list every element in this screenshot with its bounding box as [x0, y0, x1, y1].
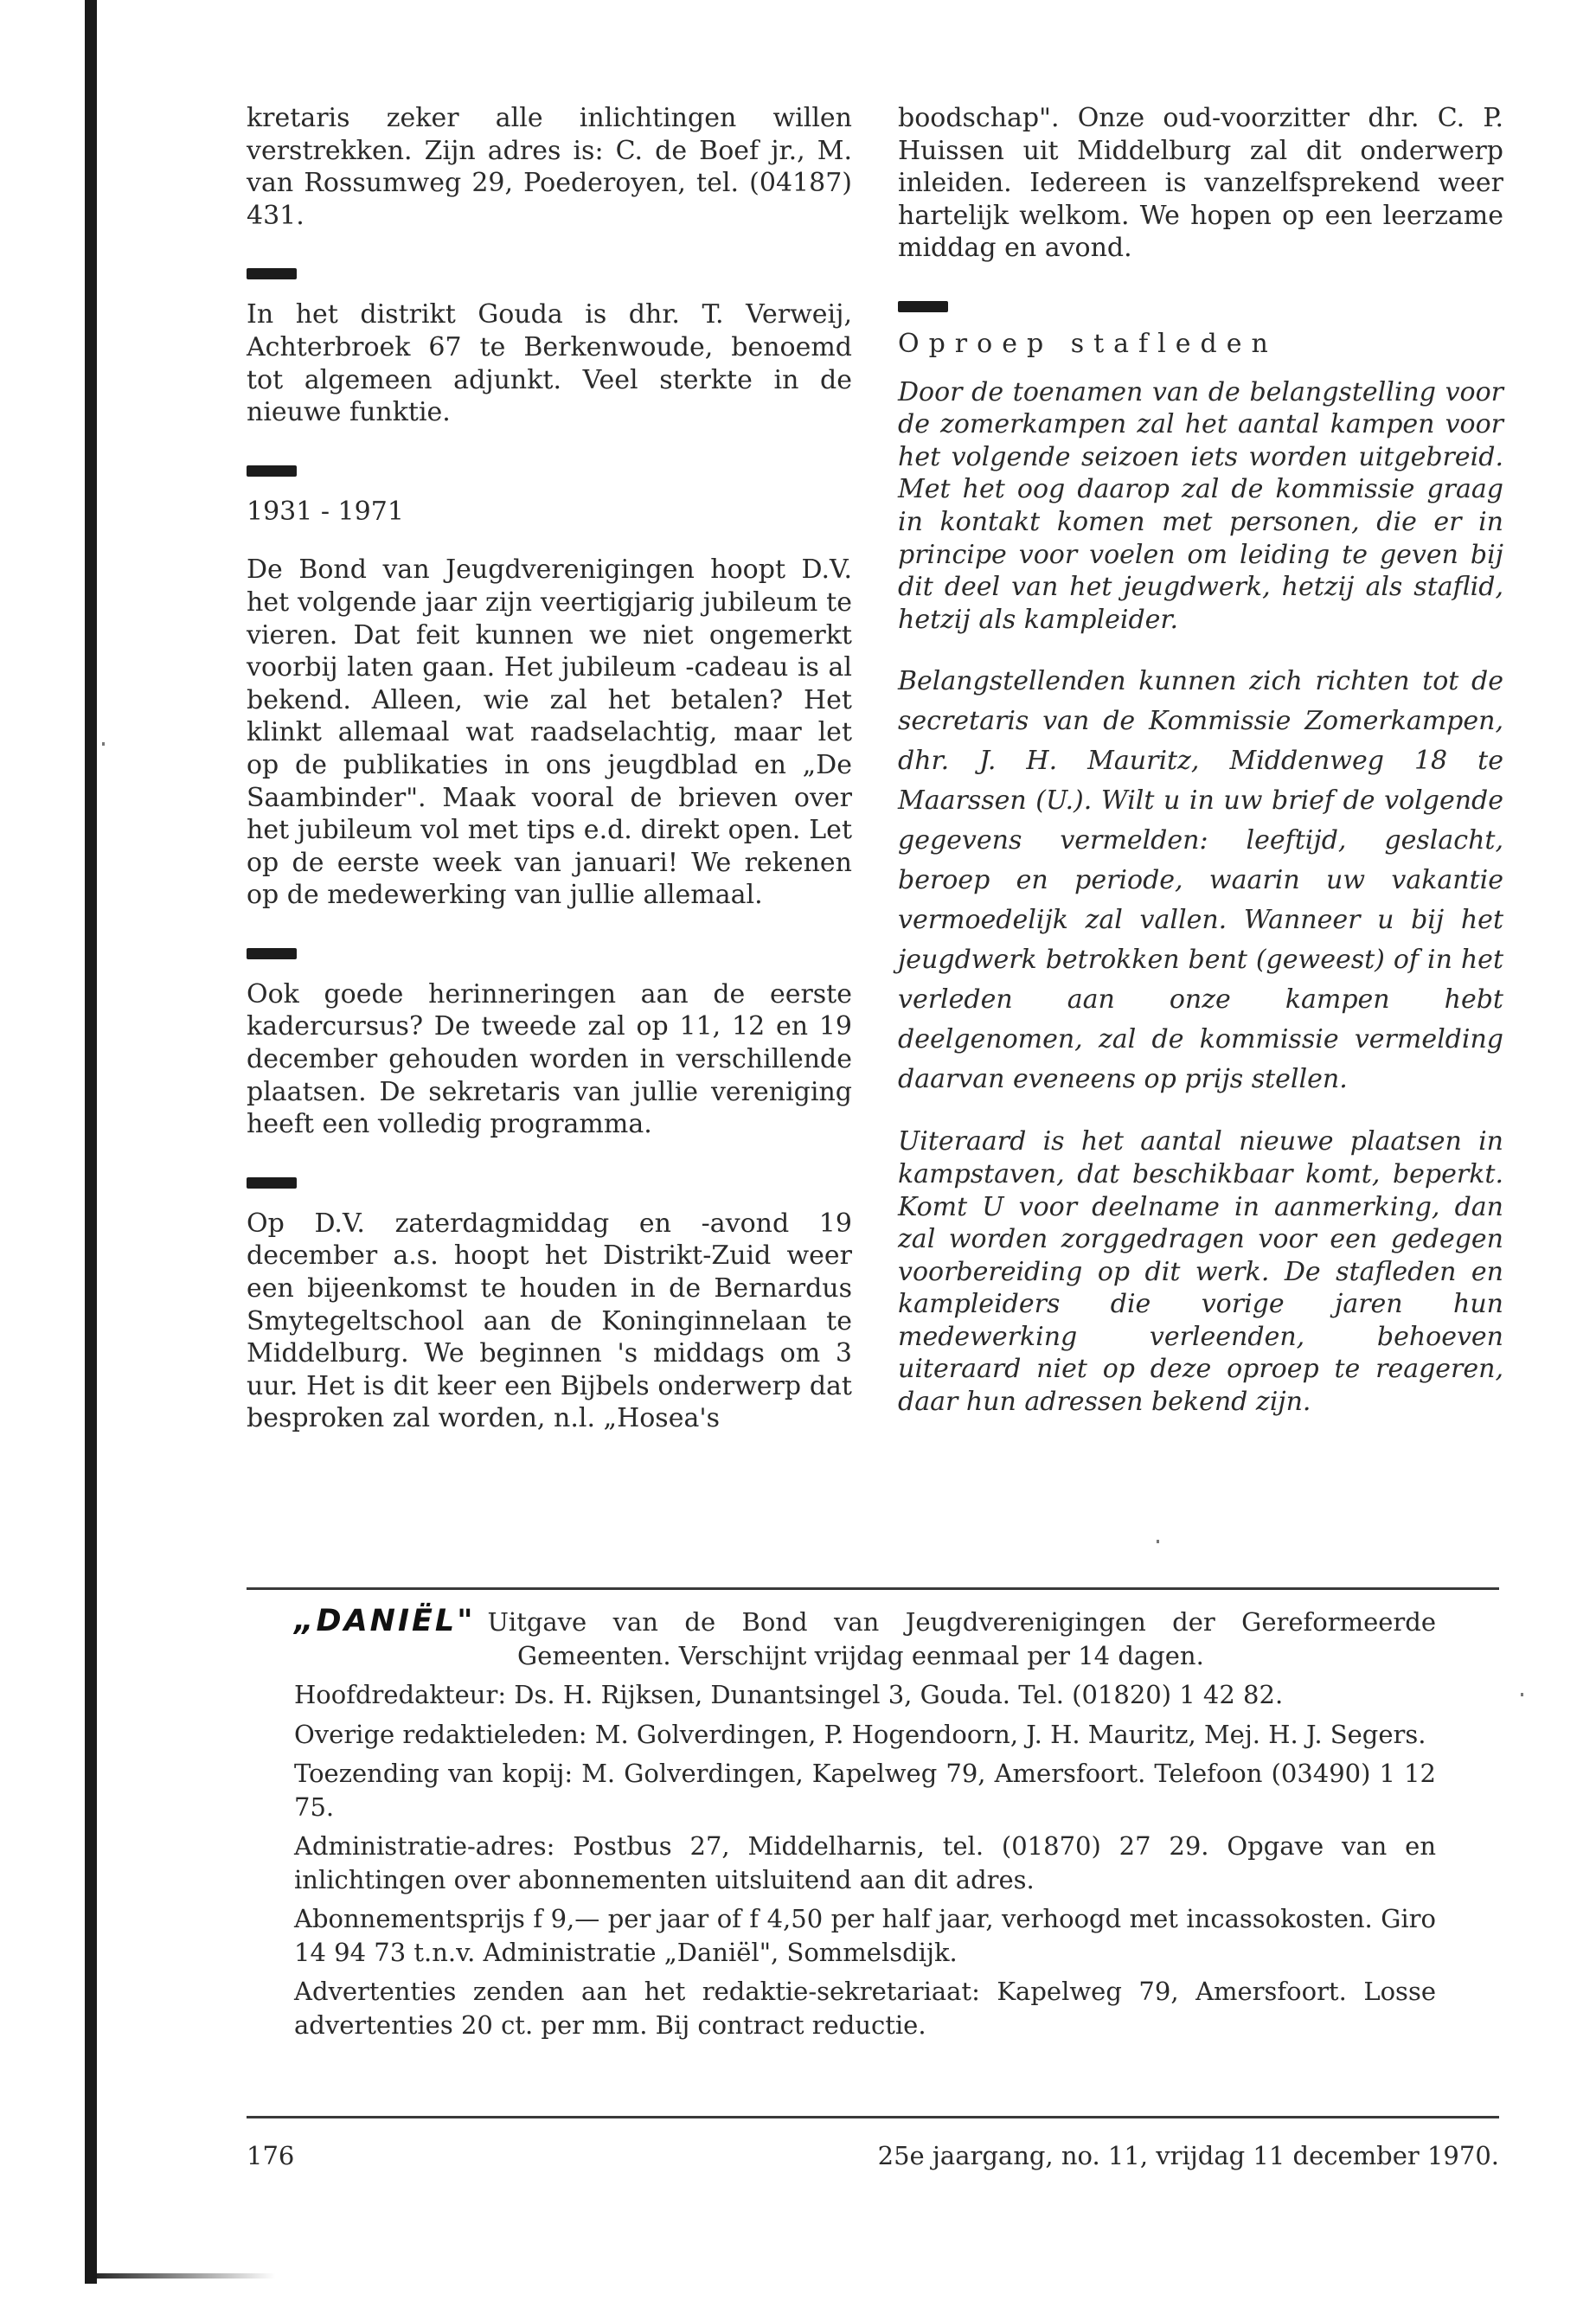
colophon: [294, 1605, 1436, 2048]
jubilee-heading: 1931 - 1971: [247, 496, 404, 527]
right-paragraph-1: boodschap". Onze oud-voorzitter dhr. C. P. Huissen uit Middelburg zal dit onderwerp inleiden. Iedereen is vanzelfsprekend weer hartelijk welkom. We hopen op een leerzame middag en avond.: [898, 103, 1503, 264]
colophon-subscription: Abonnementsprijs f 9,— per jaar of f 4,50 per half jaar, verhoogd met incassokosten. Giro 14 94 73 t.n.v. Administratie „Daniël", Sommelsdijk.: [294, 1904, 1436, 1967]
colophon-editor: Hoofdredakteur: Ds. H. Rijksen, Dunantsingel 3, Gouda. Tel. (01820) 1 42 82.: [294, 1680, 1284, 1709]
scan-speck: [1157, 1540, 1159, 1543]
left-paragraph-4: Ook goede herinneringen aan de eerste kadercursus? De tweede zal op 11, 12 en 19 december gehouden worden in verschillende plaatsen. De sekretaris van jullie vereniging heeft een volledig programma.: [247, 978, 852, 1140]
daniel-logo: „DANIËL": [294, 1604, 476, 1638]
binding-edge: [85, 0, 97, 2284]
section-marker-2: [247, 465, 297, 477]
left-paragraph-5: Op D.V. zaterdagmiddag en -avond 19 december a.s. hoopt het Distrikt-Zuid weer een bijeenkomst te houden in de Bernardus Smytegeltschool aan de Koninginnelaan te Middelburg. We beginnen 's middags om 3 uur. Het is dit keer een Bijbels onderwerp dat besproken zal worden, n.l. „Hosea's: [247, 1208, 852, 1434]
page-number: 176: [247, 2141, 295, 2170]
section-marker-1: [247, 268, 297, 279]
binding-edge-foot: [85, 2273, 275, 2279]
issue-info: 25e jaargang, no. 11, vrijdag 11 december 1970.: [877, 2141, 1499, 2170]
right-paragraph-3: Belangstellenden kunnen zich richten tot de secretaris van de Kommissie Zomerkampen, dhr. J. H. Mauritz, Middenweg 18 te Maarssen (U.). Wilt u in uw brief de volgende gegevens vermelden: leeftijd, geslacht, beroep en periode, waarin uw vakantie vermoedelijk zal vallen. Wanneer u bij het jeugdwerk betrokken bent (geweest) of in het verleden aan onze kampen hebt deelgenomen, zal de kommissie vermelding daarvan eveneens op prijs stellen.: [898, 666, 1503, 1095]
section-marker-4: [247, 1177, 297, 1189]
oproep-heading: Oproep stafleden: [898, 328, 1278, 359]
right-paragraph-4: Uiteraard is het aantal nieuwe plaatsen in kampstaven, dat beschikbaar komt, beperkt. Komt U voor deelname in aanmerking, dan zal worden zorggedragen voor een gedegen voorbereiding op dit werk. De stafleden en kampleiders die vorige jaren hun medewerking verleenden, behoeven uiteraard niet op deze oproep te reageren, daar hun adressen bekend zijn.: [898, 1126, 1503, 1418]
right-paragraph-2: Door de toenamen van de belangstelling voor de zomerkampen zal het aantal kampen voor het volgende seizoen iets worden uitgebreid. Met het oog daarop zal de kommissie graag in kontakt komen met personen, die er in principe voor voelen om leiding te geven bij dit deel van het jeugdwerk, hetzij als staflid, hetzij als kampleider.: [898, 376, 1503, 635]
colophon-rule-top: [247, 1587, 1499, 1590]
colophon-copy: Toezending van kopij: M. Golverdingen, Kapelweg 79, Amersfoort. Telefoon (03490) 1 12 75.: [294, 1759, 1436, 1822]
colophon-publisher-text: Uitgave van de Bond van Jeugdverenigingen der Gereformeerde Gemeenten. Verschijnt vrijdag eenmaal per 14 dagen.: [487, 1607, 1436, 1670]
section-marker-5: [898, 301, 948, 312]
left-paragraph-3: De Bond van Jeugdverenigingen hoopt D.V. het volgende jaar zijn veertigjarig jubileum te vieren. Dat feit kunnen we niet ongemerkt voorbij laten gaan. Het jubileum -cadeau is al bekend. Alleen, wie zal het betalen? Het klinkt allemaal wat raadselachtig, maar let op de publikaties in ons jeugdblad en „De Saambinder". Maak vooral de brieven over het jubileum vol met tips e.d. direkt open. Let op de eerste week van januari! We rekenen op de medewerking van jullie allemaal.: [247, 554, 852, 911]
left-paragraph-2: In het distrikt Gouda is dhr. T. Verweij, Achterbroek 67 te Berkenwoude, benoemd tot algemeen adjunkt. Veel sterkte in de nieuwe funktie.: [247, 299, 852, 428]
colophon-ads: Advertenties zenden aan het redaktie-sekretariaat: Kapelweg 79, Amersfoort. Losse advertenties 20 ct. per mm. Bij contract reductie.: [294, 1977, 1436, 2040]
scan-speck: [102, 742, 105, 746]
colophon-rule-bottom: [247, 2116, 1499, 2118]
colophon-admin: Administratie-adres: Postbus 27, Middelharnis, tel. (01870) 27 29. Opgave van en inlichtingen over abonnementen uitsluitend aan dit adres.: [294, 1831, 1436, 1894]
right-column: [898, 102, 1503, 1419]
scan-speck: [1521, 1693, 1523, 1696]
section-marker-3: [247, 948, 297, 959]
left-column: [247, 102, 852, 1435]
colophon-staff: Overige redaktieleden: M. Golverdingen, P. Hogendoorn, J. H. Mauritz, Mej. H. J. Segers.: [294, 1719, 1426, 1749]
colophon-publisher: [294, 1605, 1436, 1672]
left-paragraph-1: kretaris zeker alle inlichtingen willen verstrekken. Zijn adres is: C. de Boef jr., M. van Rossumweg 29, Poederoyen, tel. (04187) 431.: [247, 103, 852, 231]
